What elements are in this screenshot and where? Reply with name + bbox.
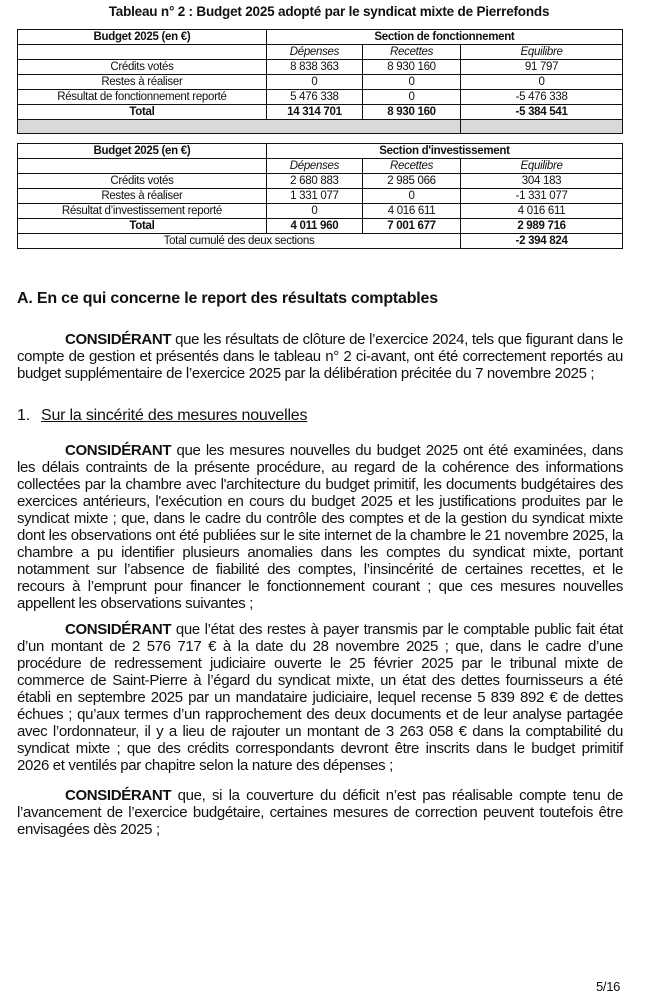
paragraph-lead: CONSIDÉRANT [65, 787, 172, 804]
cell-depenses: 1 331 077 [266, 189, 362, 204]
separator-cell [461, 120, 623, 134]
cumulative-value: -2 394 824 [461, 234, 623, 249]
cell-recettes: 8 930 160 [362, 60, 460, 75]
cell-depenses: 0 [266, 204, 362, 219]
paragraph-considerant [17, 621, 623, 774]
cell-recettes: 0 [362, 75, 460, 90]
cell-equilibre: 4 016 611 [461, 204, 623, 219]
paragraph-lead: CONSIDÉRANT [65, 442, 172, 459]
cell-depenses: 8 838 363 [266, 60, 362, 75]
section-a-heading: A. En ce qui concerne le report des résultats comptables [17, 290, 438, 307]
row-label: Total [18, 105, 267, 120]
paragraph-text: que les mesures nouvelles du budget 2025 ont été examinées, dans les délais contraints de la présente procédure, au regard de la cohérence des informations collectées par la chambre avec l'architecture du budget primitif, les documents budgétaires des exercices antérieurs, l'exécution en cours du budget 2025 et les justifications produites par le syndicat mixte ; que, dans le cadre du contrôle des comptes et de la gestion du syndicat mixte dont les observations ont été publiées sur le site internet de la chambre le 21 novembre 2025, la chambre a pu identifier plusieurs anomalies dans les comptes du syndicat mixte, portant notamment sur l’absence de fiabilité des comptes, l’insincérité de certaines recettes, et le recours à l’emprunt pour financer le fonctionnement courant ; que ces mesures nouvelles appellent les observations suivantes ; [17, 442, 623, 612]
cell-recettes: 7 001 677 [362, 219, 460, 234]
column-header-recettes: Recettes [362, 45, 460, 60]
table-caption: Tableau n° 2 : Budget 2025 adopté par le syndicat mixte de Pierrefonds [108, 4, 550, 19]
table-row [18, 90, 623, 105]
paragraph-text: que l’état des restes à payer transmis par le comptable public fait état d’un montant de 2 576 717 € à la date du 28 novembre 2025 ; que, dans le cadre d’une procédure de redressement judiciaire ouverte le 25 février 2025 par le tribunal mixte de commerce de Saint-Pierre à l’égard du syndicat mixte, un état des dettes fournisseurs a été établi en septembre 2025 par un mandataire judiciaire, lequel recense 5 839 892 € de dettes échues ; qu’aux termes d’un rapprochement des deux documents et de leur analyse partagée avec l’ordonnateur, il y a lieu de rajouter un montant de 3 263 058 € dans la comptabilité du syndicat mixte ; que des crédits correspondants devront être inscrits dans le budget primitif 2026 et ventilés par chapitre selon la nature des dépenses ; [17, 621, 623, 774]
cell-recettes: 0 [362, 189, 460, 204]
table-row [18, 60, 623, 75]
column-header-row [18, 159, 623, 174]
table-row [18, 189, 623, 204]
cell-depenses: 5 476 338 [266, 90, 362, 105]
paragraph-considerant [17, 787, 623, 838]
cumulative-label: Total cumulé des deux sections [18, 234, 461, 249]
cell-depenses: 0 [266, 75, 362, 90]
page-number: 5/16 [596, 979, 621, 994]
cell-equilibre: -1 331 077 [461, 189, 623, 204]
row-label: Crédits votés [18, 174, 267, 189]
paragraph-lead: CONSIDÉRANT [65, 621, 172, 638]
table-header-row [18, 144, 623, 159]
paragraph-considerant [17, 442, 623, 612]
empty-cell [18, 159, 267, 174]
paragraph-text: que les résultats de clôture de l’exercice 2024, tels que figurant dans le compte de gestion et présentés dans le tableau n° 2 ci-avant, ont été correctement reportés au budget supplémentaire de l’exercice 2025 par la délibération précitée du 7 novembre 2025 ; [17, 331, 623, 382]
cell-equilibre: -5 384 541 [461, 105, 623, 120]
row-label: Total [18, 219, 267, 234]
cell-recettes: 8 930 160 [362, 105, 460, 120]
cell-equilibre: 304 183 [461, 174, 623, 189]
cell-equilibre: -5 476 338 [461, 90, 623, 105]
table-fonctionnement [17, 29, 623, 134]
empty-cell [18, 45, 267, 60]
column-header-equilibre: Equilibre [461, 159, 623, 174]
separator-cell [18, 120, 461, 134]
column-header-depenses: Dépenses [266, 159, 362, 174]
cell-equilibre: 91 797 [461, 60, 623, 75]
cell-recettes: 0 [362, 90, 460, 105]
cell-equilibre: 2 989 716 [461, 219, 623, 234]
table-investissement [17, 143, 623, 249]
subsection-title: Sur la sincérité des mesures nouvelles [41, 407, 308, 424]
table-header-row [18, 30, 623, 45]
cumulative-total-row [18, 234, 623, 249]
column-header-depenses: Dépenses [266, 45, 362, 60]
paragraph-lead: CONSIDÉRANT [65, 331, 172, 348]
cell-recettes: 2 985 066 [362, 174, 460, 189]
corner-header: Budget 2025 (en €) [18, 30, 267, 45]
separator-row [18, 120, 623, 134]
cell-depenses: 14 314 701 [266, 105, 362, 120]
cell-recettes: 4 016 611 [362, 204, 460, 219]
row-label: Résultat de fonctionnement reporté [18, 90, 267, 105]
subsection-heading [17, 407, 307, 425]
section-title: Section de fonctionnement [266, 30, 622, 45]
row-label: Restes à réaliser [18, 189, 267, 204]
section-title: Section d'investissement [266, 144, 622, 159]
cell-equilibre: 0 [461, 75, 623, 90]
row-label: Crédits votés [18, 60, 267, 75]
table-row [18, 75, 623, 90]
table-row [18, 204, 623, 219]
total-row [18, 105, 623, 120]
corner-header: Budget 2025 (en €) [18, 144, 267, 159]
subsection-number: 1. [17, 407, 30, 424]
row-label: Résultat d’investissement reporté [18, 204, 267, 219]
column-header-recettes: Recettes [362, 159, 460, 174]
cell-depenses: 4 011 960 [266, 219, 362, 234]
total-row [18, 219, 623, 234]
column-header-equilibre: Equilibre [461, 45, 623, 60]
cell-depenses: 2 680 883 [266, 174, 362, 189]
table-row [18, 174, 623, 189]
paragraph-text: que, si la couverture du déficit n’est pas réalisable compte tenu de l’avancement de l’exercice budgétaire, certaines mesures de correction peuvent toutefois être envisagées dès 2025 ; [17, 787, 623, 838]
paragraph-considerant [17, 331, 623, 382]
column-header-row [18, 45, 623, 60]
row-label: Restes à réaliser [18, 75, 267, 90]
